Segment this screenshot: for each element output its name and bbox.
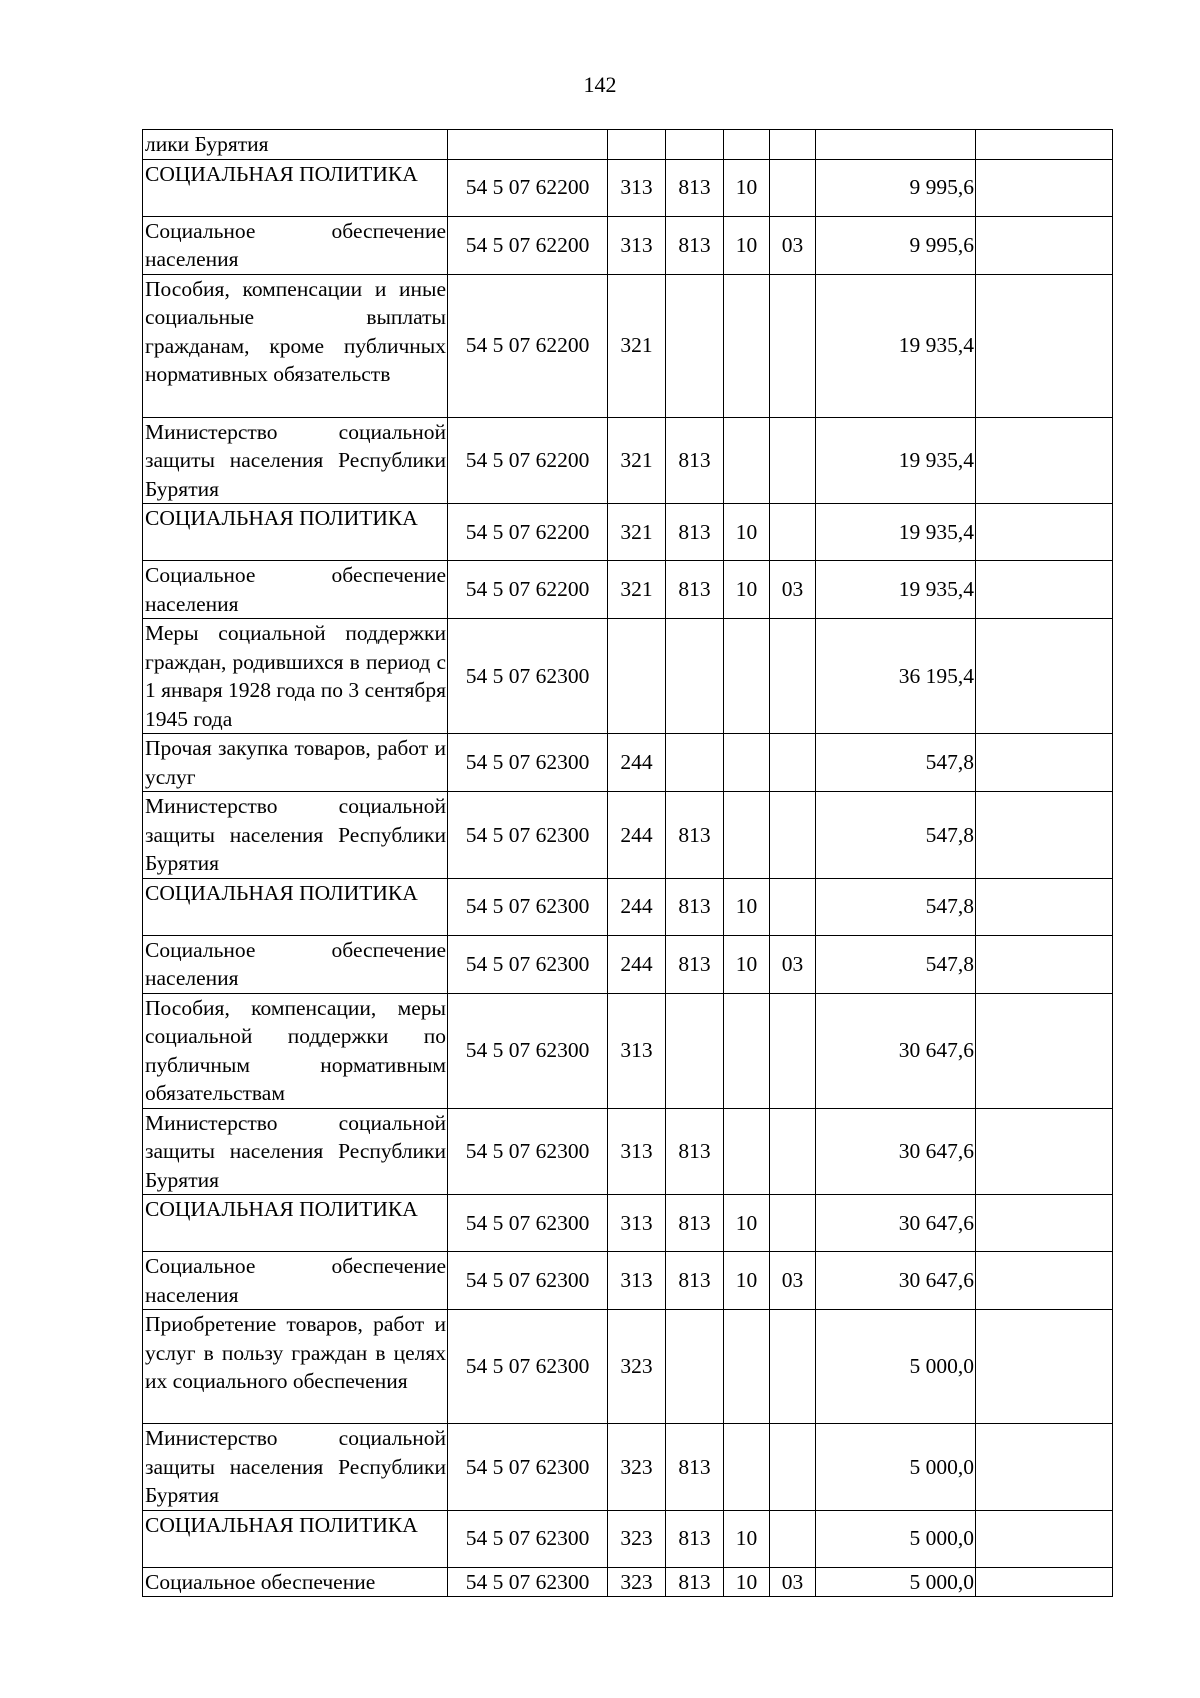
row-pr-code (770, 1195, 816, 1252)
row-csr-code: 54 5 07 62300 (448, 993, 608, 1108)
row-extra (976, 216, 1113, 274)
row-vr-code: 323 (608, 1424, 666, 1511)
row-amount: 547,8 (816, 935, 976, 993)
row-pr-code (770, 274, 816, 417)
row-grbs-code: 813 (666, 878, 724, 935)
row-name: Социальное обеспечение населения (143, 561, 448, 619)
table-row (143, 504, 1113, 561)
row-csr-code: 54 5 07 62300 (448, 792, 608, 879)
row-rz-code (724, 130, 770, 160)
row-rz-code (724, 1424, 770, 1511)
table-body (143, 130, 1113, 1597)
row-vr-code: 244 (608, 878, 666, 935)
table-row (143, 1252, 1113, 1310)
row-pr-code (770, 792, 816, 879)
row-name: Меры социальной поддержки граждан, родившихся в период с 1 января 1928 года по 3 сентября 1945 года (143, 619, 448, 734)
row-csr-code: 54 5 07 62300 (448, 734, 608, 792)
row-pr-code (770, 1424, 816, 1511)
row-amount: 9 995,6 (816, 216, 976, 274)
table-row (143, 561, 1113, 619)
row-vr-code: 313 (608, 1195, 666, 1252)
table-row (143, 159, 1113, 216)
row-pr-code: 03 (770, 216, 816, 274)
row-csr-code: 54 5 07 62200 (448, 216, 608, 274)
table-row (143, 619, 1113, 734)
row-amount: 5 000,0 (816, 1310, 976, 1424)
row-csr-code: 54 5 07 62200 (448, 504, 608, 561)
row-grbs-code: 813 (666, 417, 724, 504)
row-name: Социальное обеспечение населения (143, 216, 448, 274)
row-csr-code: 54 5 07 62300 (448, 1252, 608, 1310)
row-rz-code (724, 274, 770, 417)
row-vr-code: 244 (608, 792, 666, 879)
row-grbs-code: 813 (666, 1424, 724, 1511)
row-pr-code (770, 734, 816, 792)
row-extra (976, 1310, 1113, 1424)
row-name: Социальное обеспечение населения (143, 935, 448, 993)
row-rz-code (724, 1310, 770, 1424)
row-pr-code (770, 130, 816, 160)
row-extra (976, 993, 1113, 1108)
row-grbs-code: 813 (666, 935, 724, 993)
row-name: Министерство социальной защиты населения Республики Бурятия (143, 417, 448, 504)
row-rz-code: 10 (724, 1252, 770, 1310)
row-extra (976, 1252, 1113, 1310)
row-csr-code: 54 5 07 62300 (448, 1195, 608, 1252)
table-row (143, 1424, 1113, 1511)
row-rz-code (724, 792, 770, 879)
row-grbs-code: 813 (666, 561, 724, 619)
row-grbs-code: 813 (666, 216, 724, 274)
row-grbs-code (666, 1310, 724, 1424)
row-rz-code: 10 (724, 561, 770, 619)
row-vr-code: 313 (608, 1108, 666, 1195)
row-vr-code: 321 (608, 417, 666, 504)
row-amount: 5 000,0 (816, 1510, 976, 1567)
row-amount: 30 647,6 (816, 993, 976, 1108)
row-extra (976, 130, 1113, 160)
row-name: Социальное обеспечение (143, 1567, 448, 1597)
row-csr-code: 54 5 07 62300 (448, 935, 608, 993)
row-pr-code: 03 (770, 1252, 816, 1310)
row-csr-code: 54 5 07 62300 (448, 1510, 608, 1567)
row-grbs-code (666, 274, 724, 417)
table-row (143, 417, 1113, 504)
row-grbs-code (666, 993, 724, 1108)
budget-table (142, 129, 1113, 1597)
row-name: лики Бурятия (143, 130, 448, 160)
table-row (143, 878, 1113, 935)
row-vr-code: 323 (608, 1567, 666, 1597)
row-rz-code: 10 (724, 504, 770, 561)
row-vr-code: 313 (608, 993, 666, 1108)
table-row (143, 1195, 1113, 1252)
row-amount: 19 935,4 (816, 504, 976, 561)
page-number: 142 (583, 72, 617, 97)
row-name: СОЦИАЛЬНАЯ ПОЛИТИКА (143, 878, 448, 935)
row-vr-code: 313 (608, 159, 666, 216)
table-row (143, 1108, 1113, 1195)
row-rz-code: 10 (724, 159, 770, 216)
row-amount: 30 647,6 (816, 1252, 976, 1310)
row-csr-code (448, 130, 608, 160)
row-amount: 5 000,0 (816, 1424, 976, 1511)
row-grbs-code: 813 (666, 159, 724, 216)
row-rz-code: 10 (724, 935, 770, 993)
row-name: Министерство социальной защиты населения Республики Бурятия (143, 1108, 448, 1195)
row-amount: 9 995,6 (816, 159, 976, 216)
row-rz-code (724, 1108, 770, 1195)
table-row (143, 1310, 1113, 1424)
row-grbs-code: 813 (666, 504, 724, 561)
row-name: Социальное обеспечение населения (143, 1252, 448, 1310)
row-name: Пособия, компенсации и иные социальные выплаты гражданам, кроме публичных нормативных обязательств (143, 274, 448, 417)
row-pr-code (770, 159, 816, 216)
row-csr-code: 54 5 07 62300 (448, 1424, 608, 1511)
row-pr-code (770, 993, 816, 1108)
row-vr-code: 321 (608, 274, 666, 417)
row-grbs-code (666, 734, 724, 792)
row-csr-code: 54 5 07 62300 (448, 1310, 608, 1424)
row-vr-code: 321 (608, 561, 666, 619)
row-name: Пособия, компенсации, меры социальной поддержки по публичным нормативным обязательствам (143, 993, 448, 1108)
row-amount: 30 647,6 (816, 1108, 976, 1195)
row-extra (976, 792, 1113, 879)
row-rz-code (724, 619, 770, 734)
row-amount: 547,8 (816, 878, 976, 935)
row-vr-code: 321 (608, 504, 666, 561)
row-extra (976, 619, 1113, 734)
row-csr-code: 54 5 07 62300 (448, 1567, 608, 1597)
row-pr-code (770, 504, 816, 561)
row-amount: 19 935,4 (816, 561, 976, 619)
row-name: СОЦИАЛЬНАЯ ПОЛИТИКА (143, 1195, 448, 1252)
row-name: Министерство социальной защиты населения Республики Бурятия (143, 792, 448, 879)
row-extra (976, 504, 1113, 561)
row-extra (976, 1510, 1113, 1567)
table-row (143, 792, 1113, 879)
row-extra (976, 878, 1113, 935)
row-vr-code: 323 (608, 1310, 666, 1424)
row-rz-code: 10 (724, 1195, 770, 1252)
table-row (143, 216, 1113, 274)
row-csr-code: 54 5 07 62200 (448, 159, 608, 216)
row-csr-code: 54 5 07 62300 (448, 878, 608, 935)
row-extra (976, 417, 1113, 504)
table-row (143, 1510, 1113, 1567)
table-row (143, 993, 1113, 1108)
row-amount: 19 935,4 (816, 417, 976, 504)
row-pr-code (770, 1310, 816, 1424)
row-name: СОЦИАЛЬНАЯ ПОЛИТИКА (143, 504, 448, 561)
row-pr-code (770, 417, 816, 504)
row-pr-code: 03 (770, 935, 816, 993)
row-amount: 30 647,6 (816, 1195, 976, 1252)
row-grbs-code: 813 (666, 1567, 724, 1597)
row-csr-code: 54 5 07 62300 (448, 1108, 608, 1195)
row-extra (976, 734, 1113, 792)
row-vr-code: 313 (608, 1252, 666, 1310)
row-grbs-code (666, 619, 724, 734)
row-name: Приобретение товаров, работ и услуг в пользу граждан в целях их социального обеспечения (143, 1310, 448, 1424)
table-row (143, 935, 1113, 993)
row-pr-code (770, 619, 816, 734)
row-extra (976, 1108, 1113, 1195)
row-pr-code (770, 1108, 816, 1195)
row-rz-code (724, 993, 770, 1108)
row-extra (976, 274, 1113, 417)
row-extra (976, 159, 1113, 216)
table-row (143, 274, 1113, 417)
row-extra (976, 935, 1113, 993)
row-csr-code: 54 5 07 62200 (448, 561, 608, 619)
row-amount: 547,8 (816, 734, 976, 792)
row-pr-code (770, 1510, 816, 1567)
row-amount: 36 195,4 (816, 619, 976, 734)
row-vr-code: 244 (608, 935, 666, 993)
row-grbs-code: 813 (666, 1510, 724, 1567)
row-csr-code: 54 5 07 62200 (448, 417, 608, 504)
row-rz-code: 10 (724, 1510, 770, 1567)
row-extra (976, 1424, 1113, 1511)
row-vr-code (608, 130, 666, 160)
table-row (143, 130, 1113, 160)
row-vr-code: 244 (608, 734, 666, 792)
row-vr-code: 323 (608, 1510, 666, 1567)
row-extra (976, 1567, 1113, 1597)
row-pr-code: 03 (770, 1567, 816, 1597)
row-name: СОЦИАЛЬНАЯ ПОЛИТИКА (143, 1510, 448, 1567)
row-rz-code: 10 (724, 878, 770, 935)
row-name: СОЦИАЛЬНАЯ ПОЛИТИКА (143, 159, 448, 216)
row-rz-code (724, 734, 770, 792)
row-name: Прочая закупка товаров, работ и услуг (143, 734, 448, 792)
row-vr-code (608, 619, 666, 734)
row-amount: 547,8 (816, 792, 976, 879)
row-vr-code: 313 (608, 216, 666, 274)
row-amount: 5 000,0 (816, 1567, 976, 1597)
row-pr-code: 03 (770, 561, 816, 619)
row-extra (976, 1195, 1113, 1252)
row-amount: 19 935,4 (816, 274, 976, 417)
row-rz-code: 10 (724, 1567, 770, 1597)
table-row (143, 734, 1113, 792)
row-grbs-code: 813 (666, 792, 724, 879)
row-rz-code: 10 (724, 216, 770, 274)
table-row (143, 1567, 1113, 1597)
row-pr-code (770, 878, 816, 935)
row-grbs-code: 813 (666, 1252, 724, 1310)
row-csr-code: 54 5 07 62300 (448, 619, 608, 734)
row-rz-code (724, 417, 770, 504)
row-name: Министерство социальной защиты населения Республики Бурятия (143, 1424, 448, 1511)
row-grbs-code: 813 (666, 1108, 724, 1195)
row-grbs-code: 813 (666, 1195, 724, 1252)
row-extra (976, 561, 1113, 619)
row-amount (816, 130, 976, 160)
row-csr-code: 54 5 07 62200 (448, 274, 608, 417)
row-grbs-code (666, 130, 724, 160)
